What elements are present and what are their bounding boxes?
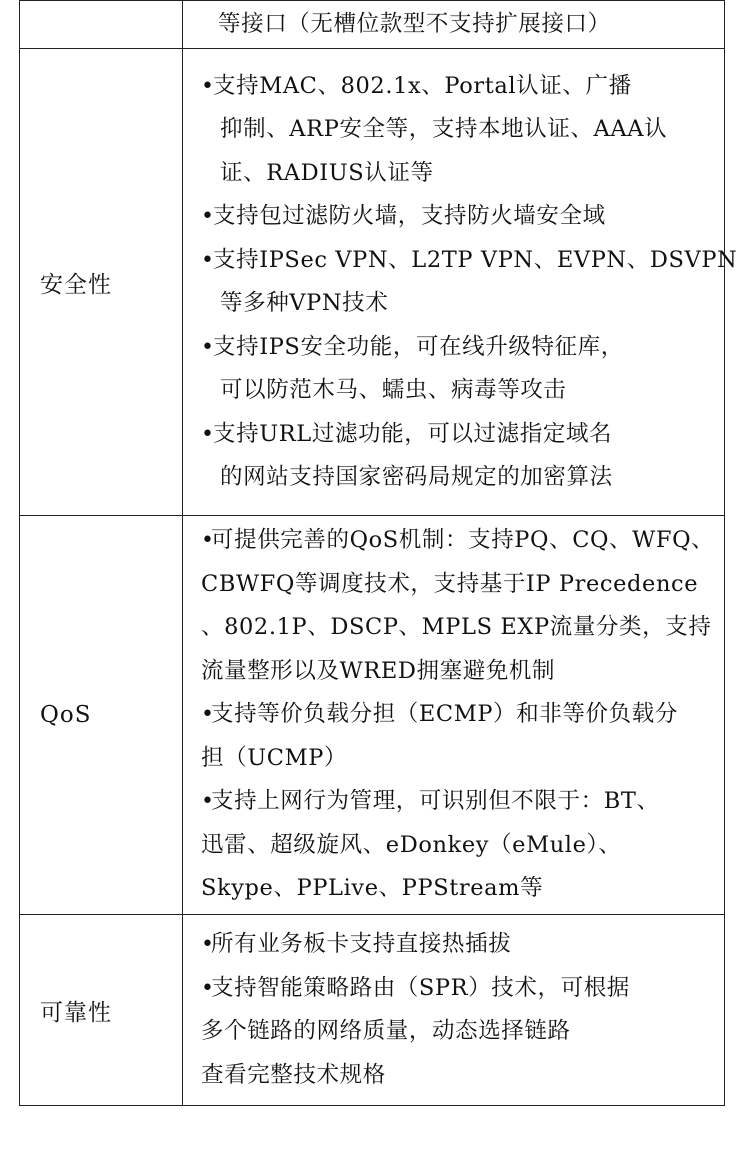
feature-continuation-line: 迅雷、超级旋风、eDonkey（eMule）、 [201, 831, 622, 858]
row-content [183, 516, 725, 915]
row-content [183, 915, 725, 1106]
feature-bullet-line: • 支持包过滤防火墙，支持防火墙安全域 [201, 195, 714, 239]
row-label: 可靠性 [20, 915, 183, 1106]
feature-continuation-line: 等接口（无槽位款型不支持扩展接口） [218, 10, 611, 37]
feature-continuation-line: 查看完整技术规格 [201, 1061, 386, 1088]
feature-bullet-line: • 支持MAC、802.1x、Portal认证、广播 [201, 65, 714, 109]
feature-continuation-line: 等多种VPN技术 [220, 290, 389, 316]
feature-item [201, 413, 714, 500]
feature-bullet-line: • 支持URL过滤功能，可以过滤指定域名 [201, 413, 714, 457]
spec-table-body [20, 1, 738, 1106]
feature-item [201, 65, 714, 196]
feature-continuation-line: 的网站支持国家密码局规定的加密算法 [220, 464, 613, 490]
feature-bullet-line: • 支持智能策略路由（SPR）技术，可根据 [201, 967, 714, 1011]
feature-item [201, 780, 714, 911]
row-label: QoS [20, 516, 183, 915]
row-label [20, 1, 183, 49]
feature-continuation-line: 、802.1P、DSCP、MPLS EXP流量分类，支持 [201, 614, 712, 641]
row-content [183, 49, 738, 516]
feature-item [201, 326, 714, 413]
feature-bullet-line: • 支持上网行为管理，可识别但不限于：BT、 [201, 780, 714, 824]
feature-continuation-line: 流量整形以及WRED拥塞避免机制 [201, 657, 556, 684]
feature-item [201, 3, 714, 47]
feature-item [201, 519, 714, 693]
feature-item [201, 239, 738, 326]
feature-continuation-line: 抑制、ARP安全等，支持本地认证、AAA认 [220, 116, 668, 142]
feature-bullet-line: • 所有业务板卡支持直接热插拔 [201, 923, 714, 967]
row-label: 安全性 [20, 49, 183, 516]
feature-continuation-line: 担（UCMP） [201, 744, 348, 771]
feature-continuation-line: Skype、PPLive、PPStream等 [201, 875, 544, 902]
row-qos [20, 516, 725, 915]
row-security [20, 49, 725, 516]
feature-item [201, 923, 714, 967]
feature-item [201, 693, 714, 780]
feature-item [201, 967, 714, 1098]
feature-bullet-line: • 支持IPS安全功能，可在线升级特征库， [201, 326, 714, 370]
feature-bullet-line: • 可提供完善的QoS机制：支持PQ、CQ、WFQ、 [201, 519, 714, 563]
feature-continuation-line: 多个链路的网络质量，动态选择链路 [201, 1018, 571, 1044]
feature-bullet-line: • 支持等价负载分担（ECMP）和非等价负载分 [201, 693, 714, 737]
row-content [183, 1, 725, 49]
feature-continuation-line: 可以防范木马、蠕虫、病毒等攻击 [220, 377, 567, 403]
feature-item [201, 195, 714, 239]
feature-continuation-line: 证、RADIUS认证等 [220, 159, 434, 186]
row-interfaces [20, 1, 725, 49]
spec-table [19, 0, 738, 1106]
feature-continuation-line: CBWFQ等调度技术，支持基于IP Precedence [201, 570, 699, 597]
feature-bullet-line: • 支持IPSec VPN、L2TP VPN、EVPN、DSVPN [201, 239, 714, 283]
row-reliability [20, 915, 725, 1106]
